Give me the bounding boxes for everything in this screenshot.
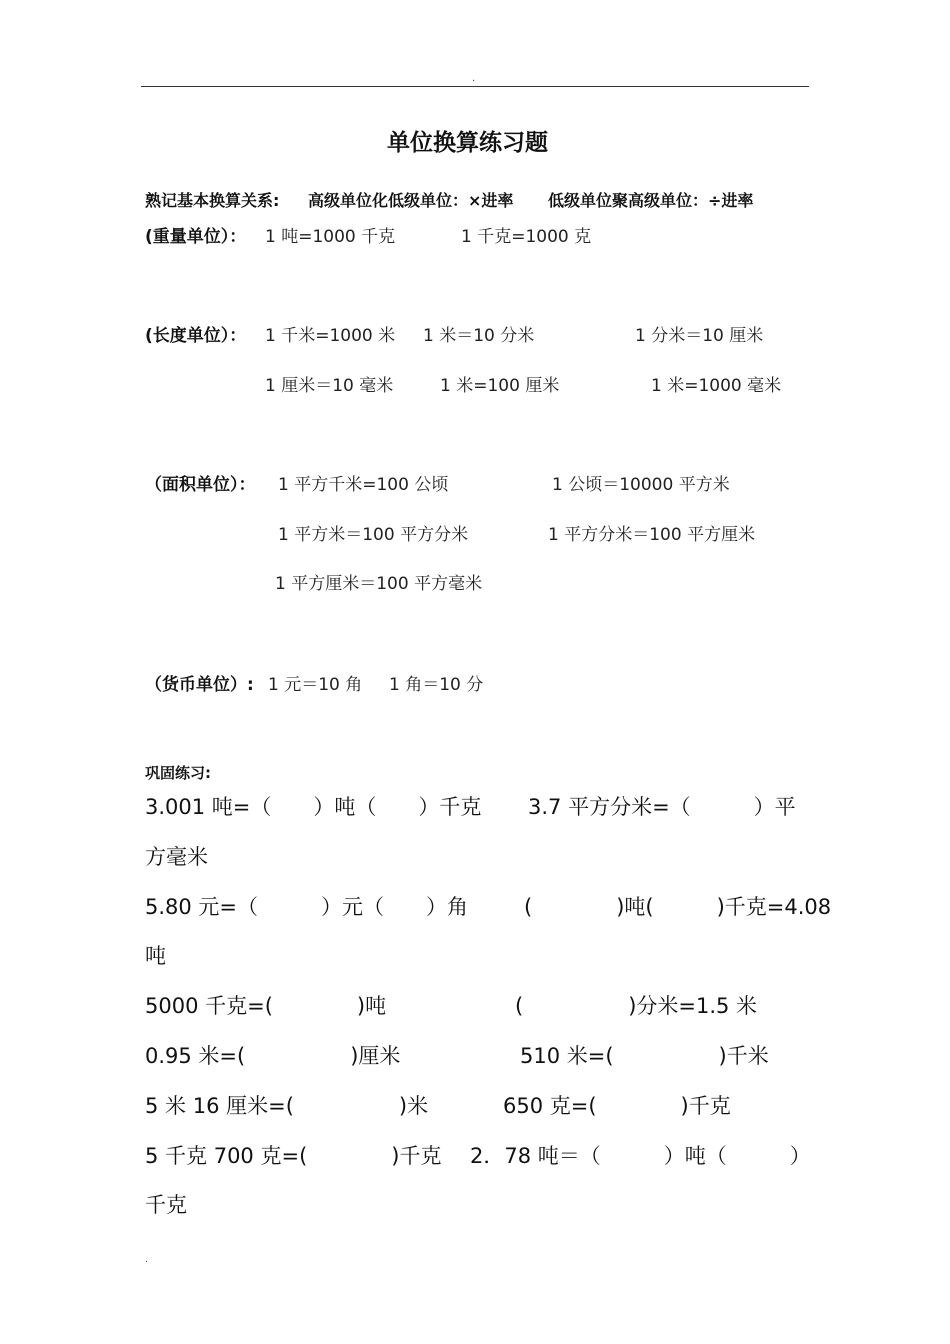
exercise-item: 3.001 吨=（ ）吨（ ）千克 bbox=[145, 795, 482, 819]
page-title: 单位换算练习题 bbox=[387, 130, 548, 156]
weight-label: (重量单位）： bbox=[145, 227, 247, 247]
exercise-item: 5 千克 700 克=( )千克 bbox=[145, 1144, 442, 1168]
header-dot: . bbox=[472, 73, 476, 84]
exercise-item: ( )分米=1.5 米 bbox=[515, 994, 758, 1018]
money-fact: 1 角＝10 分 bbox=[389, 675, 484, 695]
intro-label: 熟记基本换算关系: bbox=[145, 191, 280, 210]
practice-heading: 巩固练习: bbox=[145, 764, 211, 782]
exercise-item: 吨 bbox=[145, 944, 166, 968]
length-fact: 1 米=1000 毫米 bbox=[651, 376, 782, 396]
length-fact: 1 分米＝10 厘米 bbox=[635, 326, 764, 346]
weight-fact: 1 千克=1000 克 bbox=[461, 227, 592, 247]
exercise-item: 3.7 平方分米=（ ）平 bbox=[528, 795, 796, 819]
header-rule bbox=[141, 86, 809, 87]
money-fact: 1 元＝10 角 bbox=[268, 675, 363, 695]
area-fact: 1 平方米＝100 平方分米 bbox=[278, 525, 469, 545]
area-fact: 1 平方厘米＝100 平方毫米 bbox=[275, 574, 483, 594]
money-label: （货币单位）: bbox=[145, 675, 254, 695]
intro-high-to-low: 高级单位化低级单位：×进率 bbox=[308, 191, 514, 210]
length-fact: 1 米=100 厘米 bbox=[440, 376, 560, 396]
length-fact: 1 米＝10 分米 bbox=[423, 326, 535, 346]
exercise-item: 千克 bbox=[145, 1193, 187, 1217]
footer-dot: . bbox=[145, 1254, 149, 1265]
exercise-item: 650 克=( )千克 bbox=[503, 1094, 731, 1118]
intro-low-to-high: 低级单位聚高级单位：÷进率 bbox=[548, 191, 754, 210]
length-label: (长度单位）： bbox=[145, 326, 247, 346]
exercise-item: 0.95 米=( )厘米 bbox=[145, 1044, 401, 1068]
area-fact: 1 平方分米＝100 平方厘米 bbox=[548, 525, 756, 545]
exercise-item: 方毫米 bbox=[145, 845, 208, 869]
length-fact: 1 千米=1000 米 bbox=[265, 326, 396, 346]
area-label: （面积单位）： bbox=[145, 475, 256, 495]
length-fact: 1 厘米＝10 毫米 bbox=[265, 376, 394, 396]
exercise-item: ( )吨( )千克=4.08 bbox=[524, 895, 832, 919]
exercise-item: 510 米=( )千米 bbox=[520, 1044, 769, 1068]
area-fact: 1 公顷＝10000 平方米 bbox=[552, 475, 730, 495]
exercise-item: 5.80 元=（ ）元（ ）角 bbox=[145, 895, 469, 919]
exercise-item: 5 米 16 厘米=( )米 bbox=[145, 1094, 429, 1118]
area-fact: 1 平方千米=100 公顷 bbox=[278, 475, 449, 495]
exercise-item: 2．78 吨＝（ ）吨（ ） bbox=[470, 1144, 811, 1168]
exercise-item: 5000 千克=( )吨 bbox=[145, 994, 387, 1018]
weight-fact: 1 吨=1000 千克 bbox=[265, 227, 396, 247]
